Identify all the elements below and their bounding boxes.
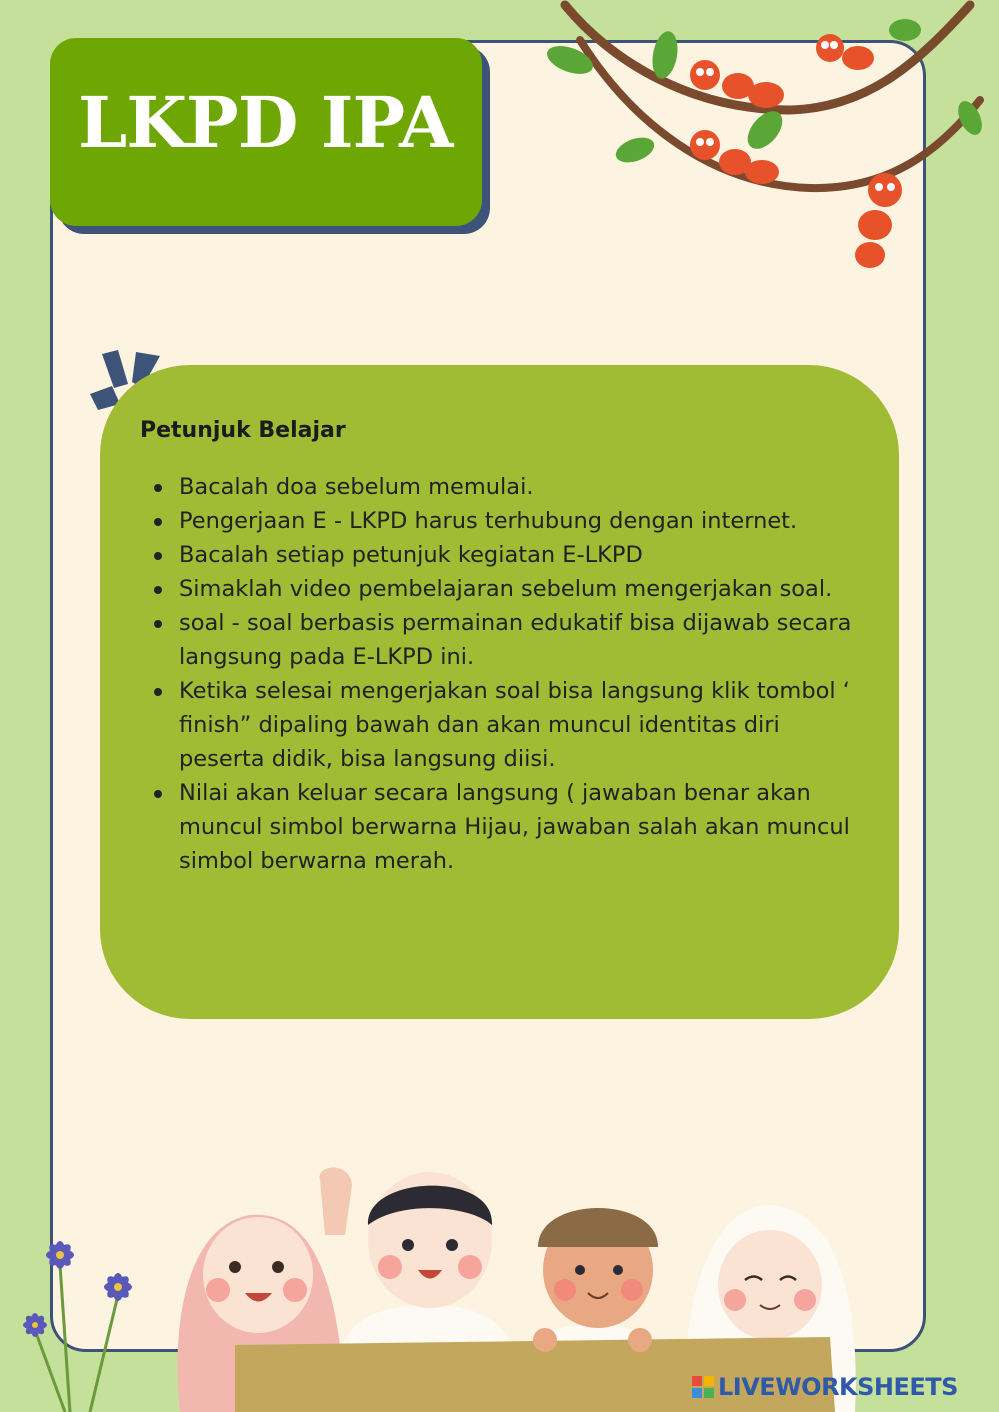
liveworksheets-logo-icon xyxy=(692,1376,714,1398)
liveworksheets-watermark xyxy=(692,1372,958,1402)
list-item: Bacalah setiap petunjuk kegiatan E-LKPD xyxy=(152,538,872,572)
ant-4 xyxy=(855,173,902,268)
list-item: Bacalah doa sebelum memulai. xyxy=(152,470,872,504)
list-item: Nilai akan keluar secara langsung ( jawaban benar akan muncul simbol berwarna Hijau, jawaban salah akan muncul simbol berwarna merah. xyxy=(152,776,872,878)
page-title: LKPD IPA xyxy=(78,81,453,164)
list-item: Ketika selesai mengerjakan soal bisa langsung klik tombol ‘ finish” dipaling bawah dan akan muncul identitas diri peserta didik, bisa langsung diisi. xyxy=(152,674,872,776)
list-item: Pengerjaan E - LKPD harus terhubung dengan internet. xyxy=(152,504,872,538)
instructions-heading: Petunjuk Belajar xyxy=(140,418,346,443)
watermark-text: LIVEWORKSHEETS xyxy=(718,1373,958,1401)
list-item: soal - soal berbasis permainan edukatif bisa dijawab secara langsung pada E-LKPD ini. xyxy=(152,606,872,674)
list-item: Simaklah video pembelajaran sebelum mengerjakan soal. xyxy=(152,572,872,606)
purple-flowers-illustration xyxy=(10,1235,150,1412)
branch-with-ants-illustration xyxy=(540,0,999,280)
instructions-list xyxy=(152,470,872,878)
ant-2 xyxy=(816,34,874,70)
